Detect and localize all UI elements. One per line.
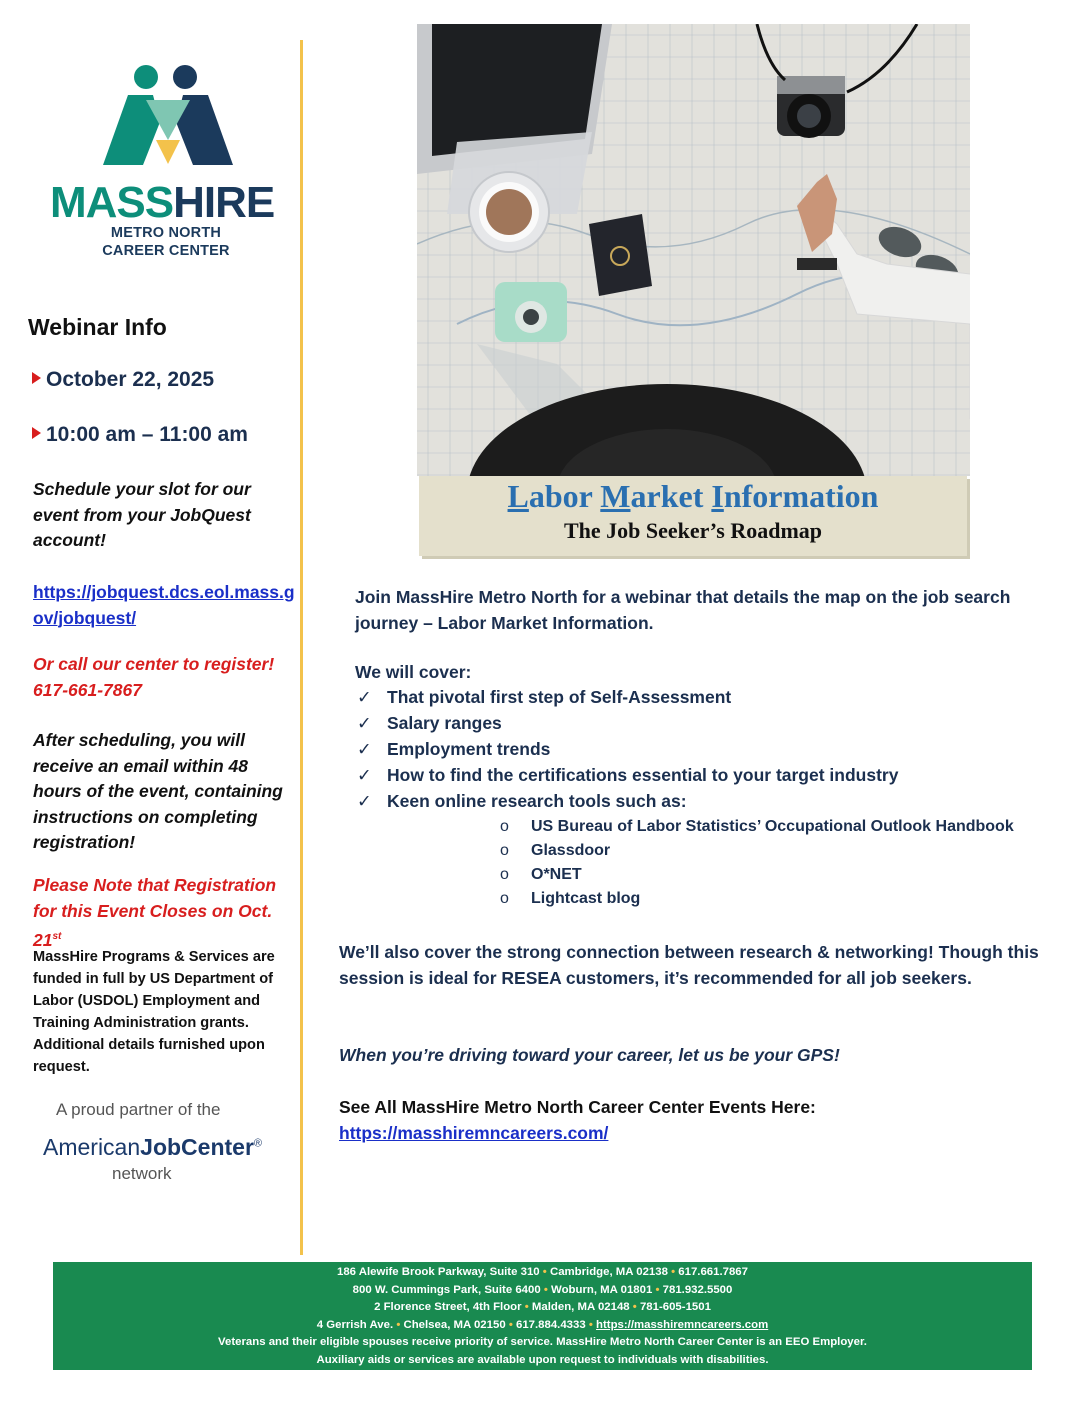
tool-item: o US Bureau of Labor Statistics’ Occupational Outlook Handbook bbox=[500, 818, 1014, 835]
title-banner bbox=[419, 476, 967, 556]
triangle-bullet-icon bbox=[32, 427, 41, 439]
jobquest-link[interactable]: https://jobquest.dcs.eol.mass.gov/jobquest/ bbox=[33, 582, 295, 628]
tool-item: o Glassdoor bbox=[500, 842, 611, 859]
footer-address-chelsea: 4 Gerrish Ave. • Chelsea, MA 02150 • 617.884.4333 • https://masshiremncareers.com bbox=[316, 1318, 769, 1331]
logo-line-1: METRO NORTH bbox=[110, 225, 222, 241]
tool-item: o Lightcast blog bbox=[500, 890, 641, 907]
footer-eeo-statement: Veterans and their eligible spouses receive priority of service. MassHire Metro North Career Center is an EEO Employer. bbox=[218, 1336, 867, 1349]
logo-line-2: CAREER CENTER bbox=[102, 243, 230, 259]
funding-text: MassHire Programs & Services are funded in full by US Department of Labor (USDOL) Employment and Training Administration grants. Additional details furnished upon request. bbox=[33, 949, 275, 1075]
checkmark-icon: ✓ bbox=[357, 739, 372, 759]
registration-close-note: Please Note that Registration for this Event Closes on Oct. 21st bbox=[33, 875, 277, 950]
checklist-item: ✓ How to find the certifications essential to your target industry bbox=[357, 765, 899, 785]
schedule-text: Schedule your slot for our event from your JobQuest account! bbox=[33, 479, 251, 550]
gps-tagline: When you’re driving toward your career, let us be your GPS! bbox=[339, 1045, 840, 1065]
circle-bullet-icon: o bbox=[500, 818, 509, 835]
american-job-center-logo: AmericanJobCenter® bbox=[43, 1134, 263, 1160]
cover-heading: We will cover: bbox=[355, 662, 472, 682]
event-title: Labor Market Information bbox=[507, 478, 879, 514]
intro-paragraph: Join MassHire Metro North for a webinar that details the map on the job search journey – Labor Market Information. bbox=[355, 587, 1011, 633]
checklist-item: ✓ Employment trends bbox=[357, 739, 551, 759]
footer-bar bbox=[53, 1262, 1032, 1370]
event-subtitle: The Job Seeker’s Roadmap bbox=[563, 518, 823, 543]
footer-address-malden: 2 Florence Street, 4th Floor • Malden, MA 02148 • 781-605-1501 bbox=[374, 1301, 711, 1314]
triangle-bullet-icon bbox=[32, 372, 41, 384]
register-phone[interactable]: 617-661-7867 bbox=[33, 679, 142, 700]
ajc-network: network bbox=[112, 1164, 172, 1183]
see-all-events: See All MassHire Metro North Career Center Events Here: bbox=[339, 1097, 816, 1117]
checklist-item: ✓ Keen online research tools such as: bbox=[357, 791, 687, 811]
partner-line: A proud partner of the bbox=[56, 1100, 221, 1119]
events-link[interactable]: https://masshiremncareers.com/ bbox=[339, 1123, 609, 1143]
footer-aids-statement: Auxiliary aids or services are available upon request to individuals with disabilities. bbox=[316, 1353, 769, 1366]
footer-website-link[interactable]: https://masshiremncareers.com bbox=[596, 1318, 769, 1331]
travel-map-illustration bbox=[417, 24, 970, 476]
footer-address-cambridge: 186 Alewife Brook Parkway, Suite 310 • Cambridge, MA 02138 • 617.661.7867 bbox=[337, 1266, 748, 1278]
checklist-item: ✓ Salary ranges bbox=[357, 713, 502, 733]
webinar-time: 10:00 am – 11:00 am bbox=[32, 423, 300, 447]
circle-bullet-icon: o bbox=[500, 890, 509, 907]
call-to-register: Or call our center to register! 617-661-7867 bbox=[33, 652, 298, 703]
footer-address-woburn: 800 W. Cummings Park, Suite 6400 • Woburn, MA 01801 • 781.932.5500 bbox=[352, 1283, 733, 1296]
tool-item: o O*NET bbox=[500, 866, 582, 883]
masshire-figures-icon bbox=[48, 60, 288, 170]
hero-photo bbox=[417, 24, 970, 476]
checkmark-icon: ✓ bbox=[357, 791, 372, 811]
circle-bullet-icon: o bbox=[500, 866, 509, 883]
webinar-date: October 22, 2025 bbox=[32, 368, 300, 392]
checkmark-icon: ✓ bbox=[357, 713, 372, 733]
webinar-info-heading: Webinar Info bbox=[28, 314, 167, 340]
vertical-divider bbox=[300, 40, 303, 1255]
checklist-item: ✓ That pivotal first step of Self-Assessment bbox=[357, 687, 732, 707]
checkmark-icon: ✓ bbox=[357, 765, 372, 785]
logo-wordmark: MASSHIRE bbox=[50, 178, 275, 227]
masshire-logo bbox=[48, 60, 288, 260]
after-scheduling-text: After scheduling, you will receive an email within 48 hours of the event, containing instructions on completing registration! bbox=[33, 730, 283, 852]
also-cover-paragraph: We’ll also cover the strong connection between research & networking! Though this session is ideal for RESEA customers, it’s recommended for all job seekers. bbox=[339, 942, 1039, 988]
circle-bullet-icon: o bbox=[500, 842, 509, 859]
checkmark-icon: ✓ bbox=[357, 687, 372, 707]
